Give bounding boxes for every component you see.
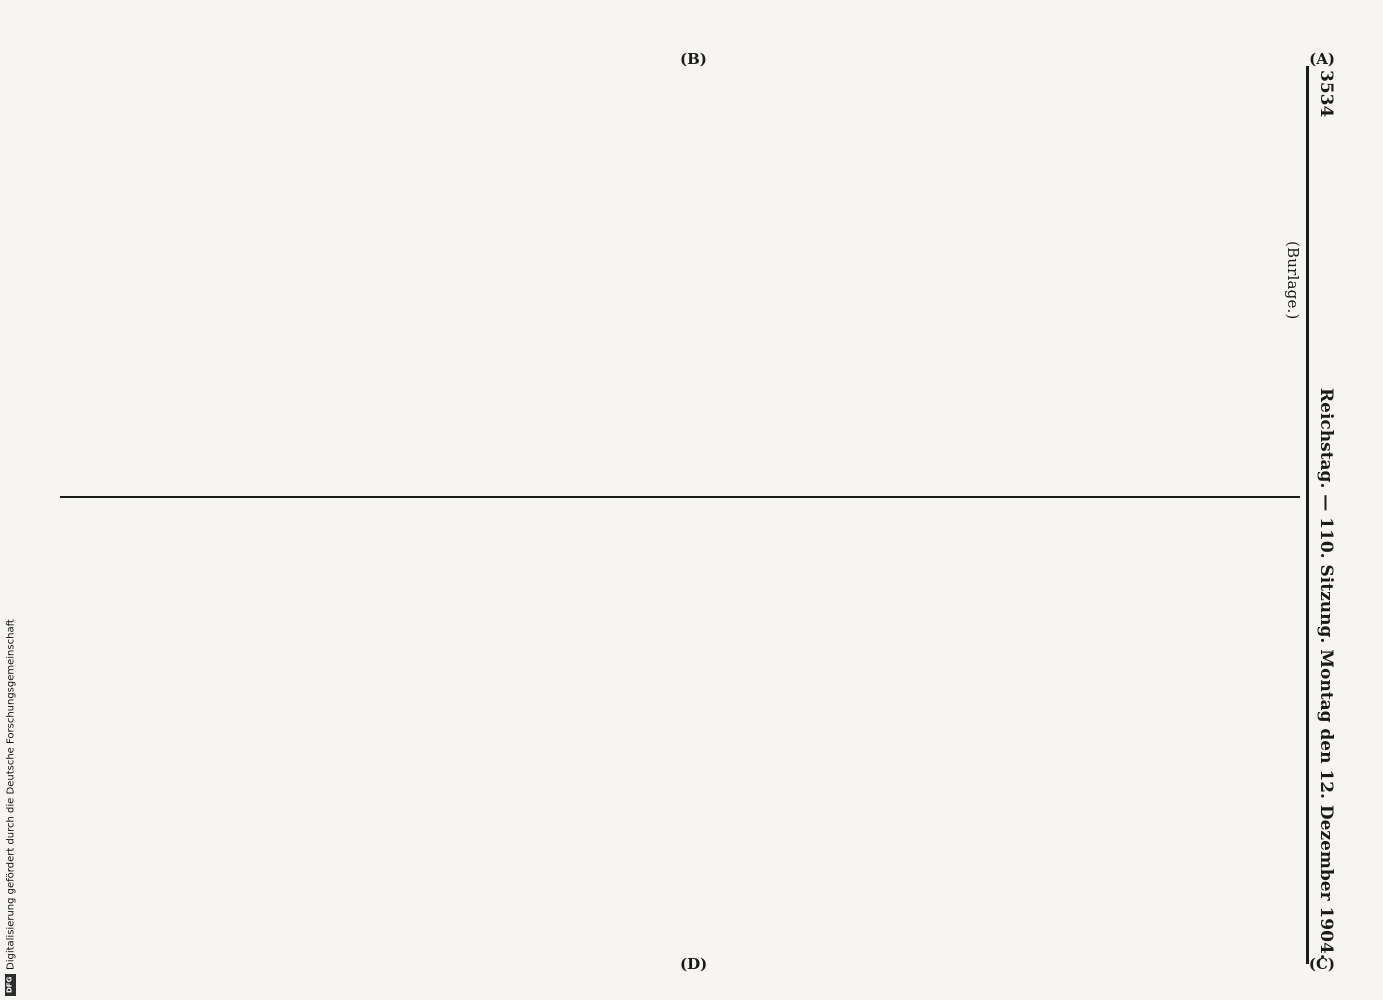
margin-letter-a: (A) [1309, 50, 1335, 68]
dfg-logo: DFG [6, 974, 17, 996]
footer-text: Digitalisierung gefördert durch die Deutsche Forschungsgemeinschaft [5, 619, 17, 970]
page-number: 3534 [1316, 70, 1336, 118]
left-column [85, 70, 1305, 490]
right-column [85, 505, 1305, 965]
column-divider [60, 496, 1300, 498]
margin-letter-d: (D) [680, 955, 708, 973]
running-header [1309, 70, 1343, 960]
header-title: Reichstag. — 110. Sitzung. Montag den 12. Dezember 1904. [1316, 388, 1336, 960]
left-column-paragraph: (Burlage.) [1284, 240, 1302, 320]
header-rule [1306, 66, 1309, 964]
margin-letter-c: (C) [1308, 955, 1335, 973]
digitization-footer [4, 604, 18, 996]
margin-letter-b: (B) [680, 50, 707, 68]
